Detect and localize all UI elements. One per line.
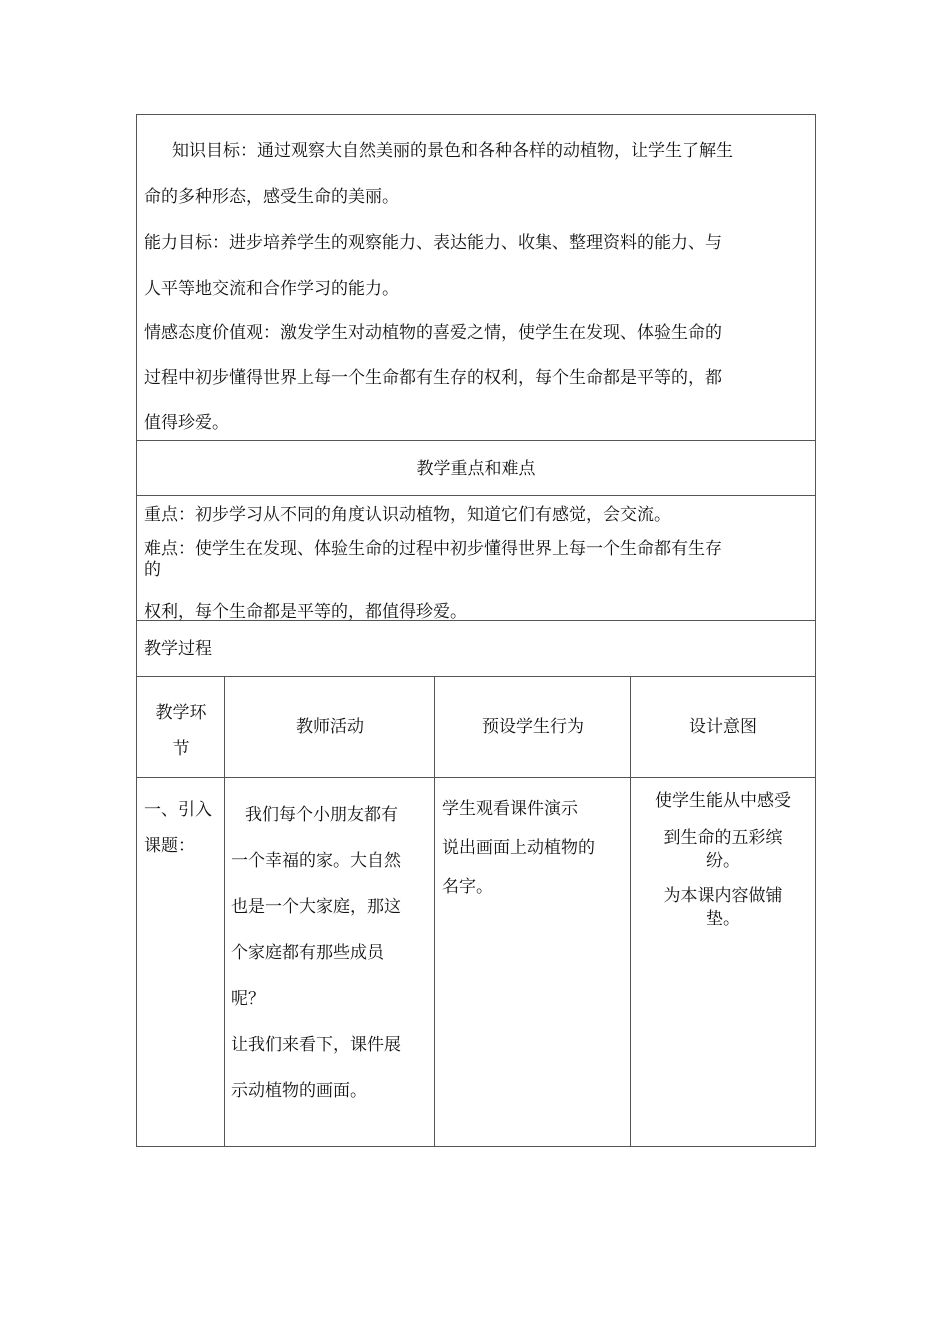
header-student: 预设学生行为 [482, 717, 584, 737]
row1-student-line-1: 学生观看课件演示 [442, 799, 578, 819]
process-title: 教学过程 [144, 639, 212, 659]
header-stage-line-1: 教学环 [155, 703, 207, 723]
row1-teacher-line-6: 让我们来看下，课件展 [231, 1035, 401, 1055]
header-stage [137, 695, 225, 767]
emotion-objective-line-3: 值得珍爱。 [144, 413, 229, 433]
emotion-objective-line-2: 过程中初步懂得世界上每一个生命都有生存的权利，每个生命都是平等的，都 [144, 368, 722, 388]
key-points-title: 教学重点和难点 [416, 459, 536, 479]
row1-teacher-line-1: 我们每个小朋友都有 [245, 805, 398, 825]
row1-teacher-line-7: 示动植物的画面。 [231, 1081, 367, 1101]
ability-objective-line-2: 人平等地交流和合作学习的能力。 [144, 279, 399, 299]
row1-stage-line-2: 课题： [144, 836, 195, 856]
row1-teacher-line-2: 一个幸福的家。大自然 [231, 851, 401, 871]
difficulty-line-3: 权利，每个生命都是平等的，都值得珍爱。 [144, 602, 467, 622]
emotion-objective-line-1: 情感态度价值观：激发学生对动植物的喜爱之情，使学生在发现、体验生命的 [144, 323, 722, 343]
header-teacher: 教师活动 [296, 717, 364, 737]
ability-objective-line-1: 能力目标：进步培养学生的观察能力、表达能力、收集、整理资料的能力、与 [144, 233, 722, 253]
difficulty-line-2: 的 [144, 560, 161, 580]
row1-intent-line-4: 为本课内容做铺 [663, 886, 783, 906]
row1-intent-line-2: 到生命的五彩缤 [663, 828, 783, 848]
header-intent: 设计意图 [689, 717, 757, 737]
header-stage-line-2: 节 [172, 739, 190, 759]
knowledge-objective-line-1: 知识目标：通过观察大自然美丽的景色和各种各样的动植物，让学生了解生 [172, 141, 733, 161]
row1-student-line-2: 说出画面上动植物的 [442, 838, 595, 858]
row1-student [442, 790, 595, 907]
row1-stage-line-1: 一、引入 [144, 800, 212, 820]
row1-teacher-line-4: 个家庭都有那些成员 [231, 943, 384, 963]
row1-student-line-3: 名字。 [442, 877, 493, 897]
row1-intent-line-3: 纷。 [706, 851, 740, 871]
difficulty-line-1: 难点：使学生在发现、体验生命的过程中初步懂得世界上每一个生命都有生存 [144, 539, 722, 559]
knowledge-objective-line-2: 命的多种形态，感受生命的美丽。 [144, 187, 399, 207]
process-heading-cell [137, 621, 816, 677]
row1-intent [632, 790, 814, 931]
row1-teacher [231, 792, 401, 1114]
row1-teacher-line-5: 呢？ [231, 989, 265, 1009]
row1-stage [144, 792, 212, 864]
focus-text: 重点：初步学习从不同的角度认识动植物，知道它们有感觉，会交流。 [144, 505, 671, 525]
row1-intent-line-5: 垫。 [706, 909, 740, 929]
row1-intent-line-1: 使学生能从中感受 [655, 791, 791, 811]
row1-teacher-line-3: 也是一个大家庭，那这 [231, 897, 401, 917]
